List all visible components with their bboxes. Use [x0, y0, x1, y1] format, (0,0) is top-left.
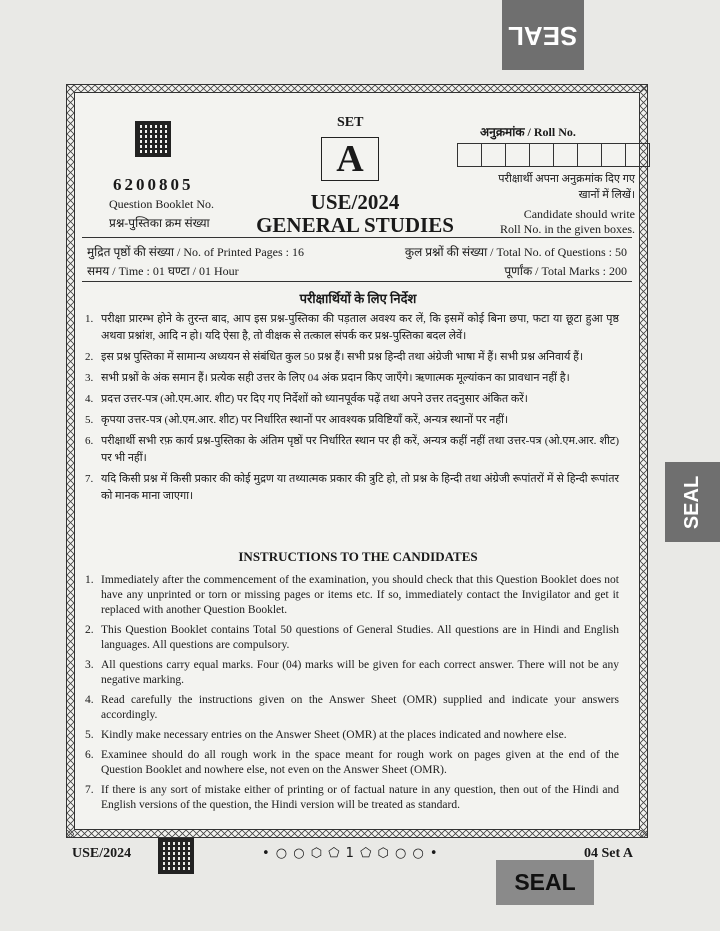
hindi-instructions-heading: परीक्षार्थियों के लिए निर्देश	[299, 291, 417, 306]
roll-digit-box[interactable]	[577, 143, 602, 167]
footer-page-set: 04 Set A	[584, 846, 633, 861]
list-item: 6. Examinee should do all rough work in the space meant for rough work on pages given at the end of the Question Booklet and nowhere else, not even on the Answer Sheet (OMR).	[85, 749, 619, 776]
list-item: 7. यदि किसी प्रश्न में किसी प्रकार की कोई मुद्रण या तथ्यात्मक प्रकार की त्रुटि हो, तो प्रश्न के हिन्दी तथा अंग्रेजी रूपांतरों में से हिन्दी रूपांतर को मानक माना जाएगा।	[85, 473, 619, 502]
roll-number-label: अनुक्रमांक / Roll No.	[480, 125, 576, 139]
list-item: 3. All questions carry equal marks. Four (04) marks will be given for each correct answer. There will not be any negative marking.	[85, 659, 619, 686]
list-item: 1. परीक्षा प्रारम्भ होने के तुरन्त बाद, आप इस प्रश्न-पुस्तिका की पड़ताल अवश्य कर लें, कि इसमें कोई बिना छपा, फटा या छूटा हुआ पृष्ठ अथवा प्रश्नांश, आदि न हो। यदि ऐसा है, तो वीक्षक से तत्काल संपर्क कर प्रश्न-पुस्तिका बदल लेवें।	[85, 313, 619, 342]
border-pattern	[67, 830, 647, 837]
footer-page-marker: • ○ ○ ⬡ ⬠ 1 ⬠ ⬡ ○ ○ •	[262, 846, 439, 861]
instruction-text: If there is any sort of mistake either of printing or of factual nature in any question, then out of the Hindi and English versions of the question, the Hindi version will be treated as standard.	[101, 784, 619, 811]
instruction-text: Kindly make necessary entries on the Answer Sheet (OMR) at the places indicated and nowhere else.	[101, 729, 567, 741]
seal-text: SEAL	[681, 475, 703, 529]
cover-page-frame	[66, 84, 648, 838]
roll-digit-box[interactable]	[505, 143, 530, 167]
roll-digit-box[interactable]	[481, 143, 506, 167]
instruction-text: परीक्षा प्रारम्भ होने के तुरन्त बाद, आप इस प्रश्न-पुस्तिका की पड़ताल अवश्य कर लें, कि इसमें कोई बिना छपा, फटा या छूटा हुआ पृष्ठ अथवा प्रश्नांश, आदि न हो। यदि ऐसा है, तो वीक्षक से तत्काल संपर्क कर प्रश्न-पुस्तिका बदल लेवें।	[101, 313, 619, 342]
instruction-text: Immediately after the commencement of the examination, you should check that this Question Booklet does not have any unprinted or torn or missing pages or items etc. If so, immediately contact the Invigilator and get it replaced with another Question Booklet.	[101, 574, 619, 616]
roll-digit-box[interactable]	[601, 143, 626, 167]
border-pattern	[67, 85, 647, 92]
footer-exam-code: USE/2024	[72, 846, 132, 861]
exam-time: समय / Time : 01 घण्टा / 01 Hour	[87, 264, 239, 278]
set-letter: A	[321, 137, 379, 181]
roll-instruction-hi-line: परीक्षार्थी अपना अनुक्रमांक दिए गए	[498, 173, 635, 185]
roll-digit-box[interactable]	[529, 143, 554, 167]
seal-text: SEAL	[508, 20, 578, 51]
roll-instruction-hi	[475, 171, 635, 203]
list-item: 4. Read carefully the instructions given on the Answer Sheet (OMR) supplied and indicate your answers accordingly.	[85, 694, 619, 721]
roll-digit-box[interactable]	[457, 143, 482, 167]
qr-code-icon	[135, 121, 171, 157]
roll-digit-box[interactable]	[553, 143, 578, 167]
footer-qr-code-icon	[158, 838, 194, 874]
list-item: 4. प्रदत्त उत्तर-पत्र (ओ.एम.आर. शीट) पर दिए गए निर्देशों को ध्यानपूर्वक पढ़ें तथा अपने उत्तर तदनुसार अंकित करें।	[85, 393, 528, 405]
seal-tab-side	[665, 462, 720, 542]
english-instructions-heading: INSTRUCTIONS TO THE CANDIDATES	[238, 549, 478, 564]
instruction-text: Examinee should do all rough work in the space meant for rough work on pages given at the end of the Question Booklet and nowhere else, not even on the Answer Sheet (OMR).	[101, 749, 619, 776]
list-item: 2. इस प्रश्न पुस्तिका में सामान्य अध्ययन से संबंधित कुल 50 प्रश्न हैं। सभी प्रश्न हिन्दी तथा अंग्रेजी भाषा में हैं। सभी प्रश्न अनिवार्य हैं।	[85, 351, 584, 363]
list-item: 2. This Question Booklet contains Total 50 questions of General Studies. All questions are in Hindi and English languages. All questions are compulsory.	[85, 624, 619, 651]
roll-instruction-en-line: Roll No. in the given boxes.	[500, 222, 635, 236]
booklet-no-label-en: Question Booklet No.	[109, 197, 214, 211]
border-pattern	[67, 85, 74, 837]
instruction-text: All questions carry equal marks. Four (04) marks will be given for each correct answer. There will not be any negative marking.	[101, 659, 619, 686]
divider	[82, 237, 632, 238]
instruction-text: Read carefully the instructions given on the Answer Sheet (OMR) supplied and indicate your answers accordingly.	[101, 694, 619, 721]
roll-instruction-en-line: Candidate should write	[523, 207, 635, 221]
english-instructions-list	[79, 573, 619, 818]
border-pattern	[640, 85, 647, 837]
inner-frame	[74, 92, 640, 830]
instruction-text: कृपया उत्तर-पत्र (ओ.एम.आर. शीट) पर निर्धारित स्थानों पर आवश्यक प्रविष्टियाँ करें, अन्यत्र स्थानों पर नहीं।	[101, 414, 509, 426]
booklet-number: 6200805	[113, 175, 194, 194]
roll-number-boxes[interactable]	[457, 143, 649, 167]
seal-tab-top	[502, 0, 584, 70]
list-item: 1. Immediately after the commencement of the examination, you should check that this Question Booklet does not have any unprinted or torn or missing pages or items etc. If so, immediately contact the Invigilator and get it replaced with another Question Booklet.	[85, 574, 619, 616]
list-item: 5. Kindly make necessary entries on the Answer Sheet (OMR) at the places indicated and nowhere else.	[85, 729, 567, 741]
exam-code: USE/2024	[310, 190, 400, 214]
list-item: 3. सभी प्रश्नों के अंक समान हैं। प्रत्येक सही उत्तर के लिए 04 अंक प्रदान किए जाएँगे। ऋणात्मक मूल्यांकन का प्रावधान नहीं है।	[85, 372, 570, 384]
instruction-text: परीक्षार्थी सभी रफ़ कार्य प्रश्न-पुस्तिका के अंतिम पृष्ठों पर निर्धारित स्थान पर ही करें, अन्यत्र कहीं नहीं तथा उत्तर-पत्र (ओ.एम.आर. शीट) पर भी नहीं।	[101, 435, 619, 464]
subject-title: GENERAL STUDIES	[256, 213, 454, 237]
seal-text: SEAL	[514, 869, 576, 895]
list-item: 6. परीक्षार्थी सभी रफ़ कार्य प्रश्न-पुस्तिका के अंतिम पृष्ठों पर निर्धारित स्थान पर ही करें, अन्यत्र कहीं नहीं तथा उत्तर-पत्र (ओ.एम.आर. शीट) पर भी नहीं।	[85, 435, 619, 464]
total-marks: पूर्णांक / Total Marks : 200	[504, 264, 627, 278]
instruction-text: इस प्रश्न पुस्तिका में सामान्य अध्ययन से संबंधित कुल 50 प्रश्न हैं। सभी प्रश्न हिन्दी तथा अंग्रेजी भाषा में हैं। सभी प्रश्न अनिवार्य हैं।	[101, 351, 584, 363]
instruction-text: यदि किसी प्रश्न में किसी प्रकार की कोई मुद्रण या तथ्यात्मक प्रकार की त्रुटि हो, तो प्रश्न के हिन्दी तथा अंग्रेजी रूपांतरों में से हिन्दी रूपांतर को मानक माना जाएगा।	[101, 473, 619, 502]
roll-instruction-en	[471, 207, 635, 237]
seal-tab-bottom	[496, 860, 594, 905]
divider	[82, 281, 632, 282]
roll-digit-box[interactable]	[625, 143, 650, 167]
printed-pages: मुद्रित पृष्ठों की संख्या / No. of Printed Pages : 16	[87, 245, 305, 259]
hindi-instructions-list	[79, 311, 619, 509]
instruction-text: This Question Booklet contains Total 50 questions of General Studies. All questions are in Hindi and English languages. All questions are compulsory.	[101, 624, 619, 651]
list-item: 5. कृपया उत्तर-पत्र (ओ.एम.आर. शीट) पर निर्धारित स्थानों पर आवश्यक प्रविष्टियाँ करें, अन्यत्र स्थानों पर नहीं।	[85, 414, 509, 426]
set-label: SET	[337, 115, 364, 130]
instruction-text: सभी प्रश्नों के अंक समान हैं। प्रत्येक सही उत्तर के लिए 04 अंक प्रदान किए जाएँगे। ऋणात्मक मूल्यांकन का प्रावधान नहीं है।	[101, 372, 570, 384]
roll-instruction-hi-line: खानों में लिखें।	[578, 189, 635, 201]
total-questions: कुल प्रश्नों की संख्या / Total No. of Questions : 50	[404, 245, 627, 259]
instruction-text: प्रदत्त उत्तर-पत्र (ओ.एम.आर. शीट) पर दिए गए निर्देशों को ध्यानपूर्वक पढ़ें तथा अपने उत्तर तदनुसार अंकित करें।	[101, 393, 528, 405]
list-item: 7. If there is any sort of mistake either of printing or of factual nature in any question, then out of the Hindi and English versions of the question, the Hindi version will be treated as standard.	[85, 784, 619, 811]
booklet-no-label-hi: प्रश्न-पुस्तिका क्रम संख्या	[109, 216, 210, 230]
